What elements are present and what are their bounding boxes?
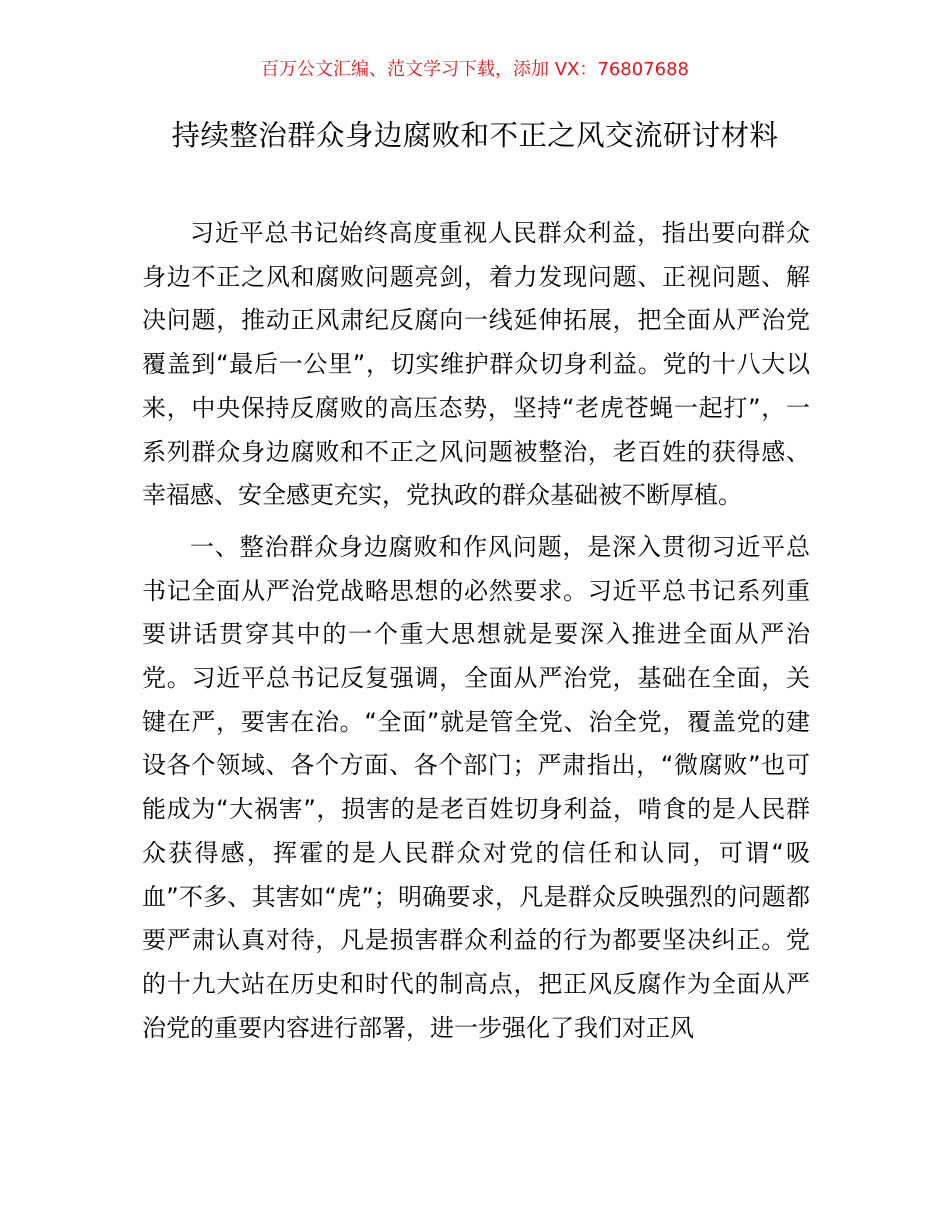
body-paragraph: 一、整治群众身边腐败和作风问题，是深入贯彻习近平总书记全面从严治党战略思想的必然要求。习近平总书记系列重要讲话贯穿其中的一个重大思想就是要深入推进全面从严治党。习近平总书记反复强调，全面从严治党，基础在全面，关键在严，要害在治。“全面”就是管全党、治全党，覆盖党的建设各个领域、各个方面、各个部门；严肃指出，“微腐败”也可能成为“大祸害”，损害的是老百姓切身利益，啃食的是人民群众获得感，挥霍的是人民群众对党的信任和认同，可谓“吸血”不多、其害如“虎”；明确要求，凡是群众反映强烈的问题都要严肃认真对待，凡是损害群众利益的行为都要坚决纠正。党的十九大站在历史和时代的制高点，把正风反腐作为全面从严治党的重要内容进行部署，进一步强化了我们对正风	[142, 532, 810, 1042]
header-banner: 百万公文汇编、范文学习下载，添加 VX：76807688	[261, 59, 689, 80]
document-body	[142, 212, 810, 1050]
document-title: 持续整治群众身边腐败和不正之风交流研讨材料	[171, 119, 779, 152]
body-paragraph: 习近平总书记始终高度重视人民群众利益，指出要向群众身边不正之风和腐败问题亮剑，着力发现问题、正视问题、解决问题，推动正风肃纪反腐向一线延伸拓展，把全面从严治党覆盖到“最后一公里”，切实维护群众切身利益。党的十八大以来，中央保持反腐败的高压态势，坚持“老虎苍蝇一起打”，一系列群众身边腐败和不正之风问题被整治，老百姓的获得感、幸福感、安全感更充实，党执政的群众基础被不断厚植。	[142, 219, 810, 510]
